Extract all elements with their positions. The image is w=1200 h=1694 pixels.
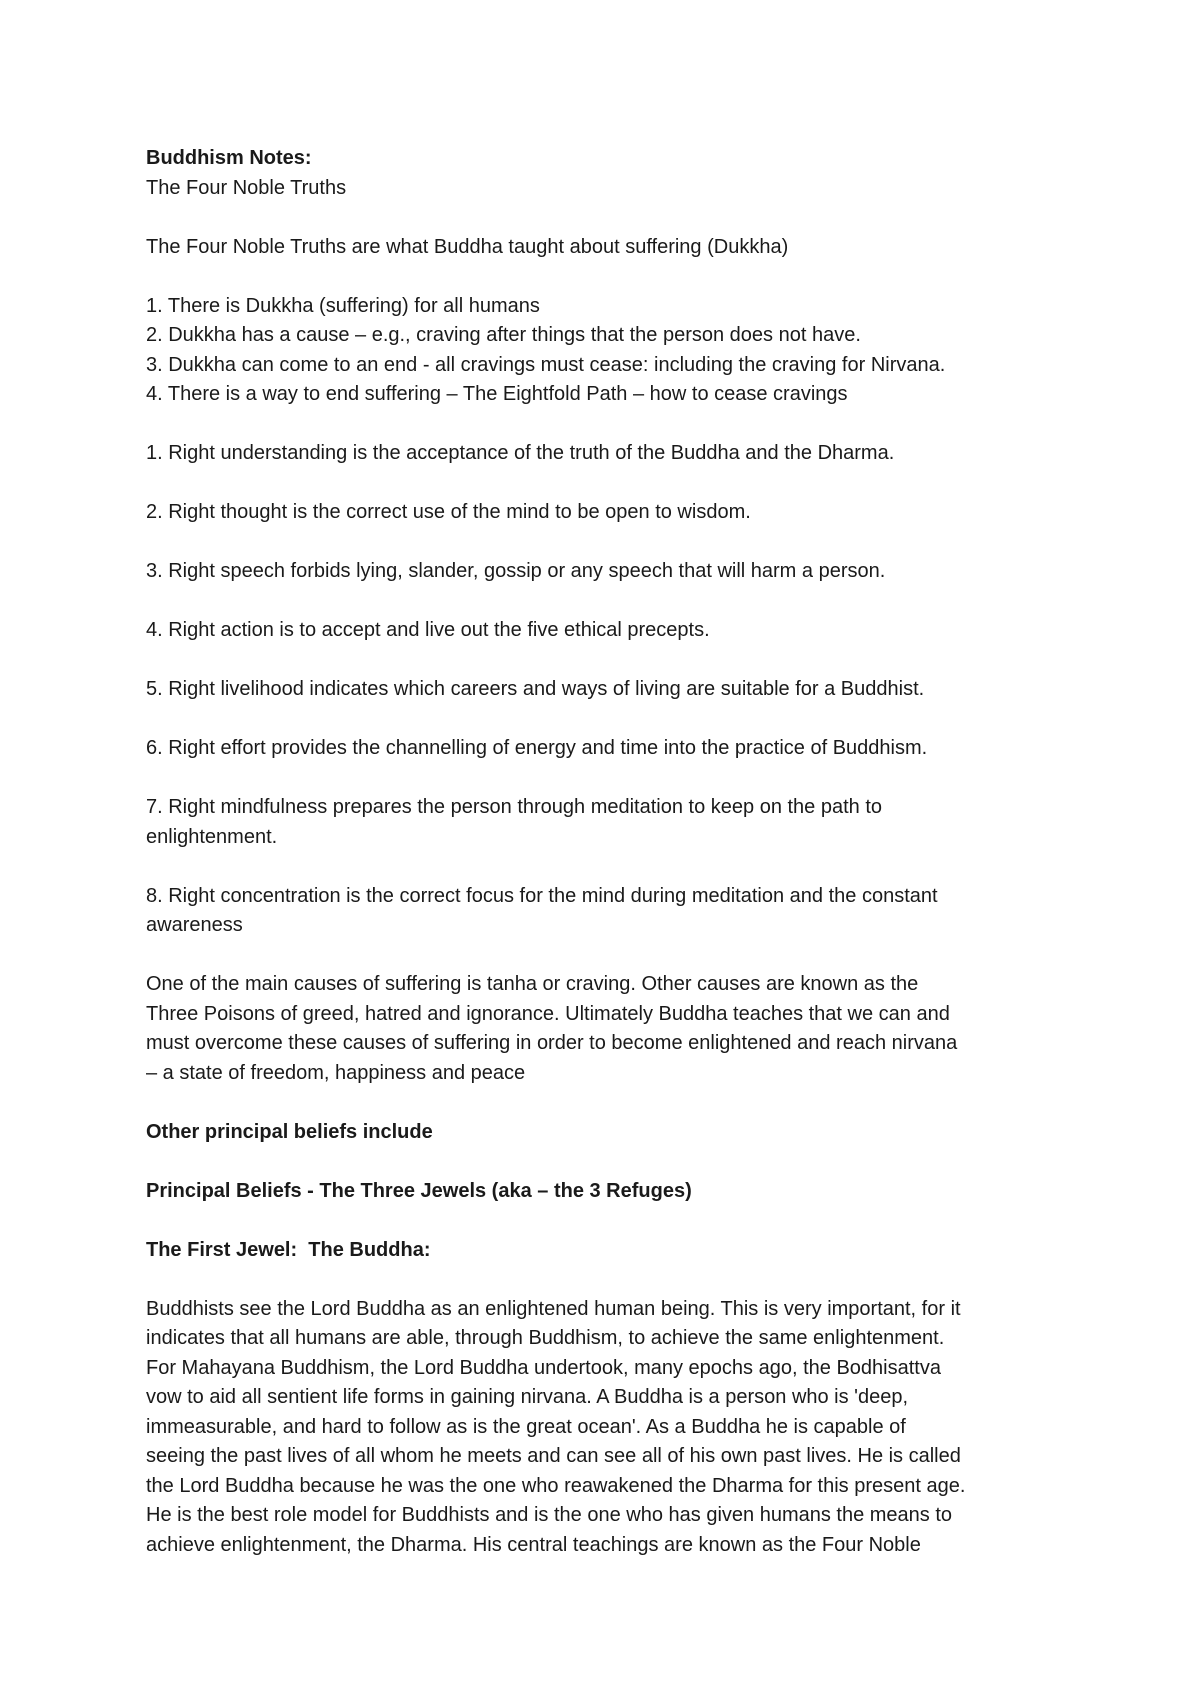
- document-subtitle: The Four Noble Truths: [146, 176, 347, 199]
- heading-other-beliefs: Other principal beliefs include: [146, 1120, 433, 1143]
- paragraph-line: For Mahayana Buddhism, the Lord Buddha undertook, many epochs ago, the Bodhisattva: [146, 1356, 941, 1379]
- list-item: 1. There is Dukkha (suffering) for all humans: [146, 294, 540, 317]
- eightfold-path-list: [146, 439, 1076, 941]
- paragraph-line: Buddhists see the Lord Buddha as an enlightened human being. This is very important, for it: [146, 1297, 961, 1320]
- list-item: 8. Right concentration is the correct focus for the mind during meditation and the constant: [146, 884, 938, 907]
- paragraph-line: the Lord Buddha because he was the one who reawakened the Dharma for this present age.: [146, 1474, 966, 1497]
- intro-text: The Four Noble Truths are what Buddha taught about suffering (Dukkha): [146, 235, 789, 258]
- list-item: 5. Right livelihood indicates which careers and ways of living are suitable for a Buddhist.: [146, 678, 925, 700]
- document-page: [146, 144, 1076, 1560]
- paragraph-line: seeing the past lives of all whom he meets and can see all of his own past lives. He is called: [146, 1445, 961, 1467]
- paragraph-line: vow to aid all sentient life forms in gaining nirvana. A Buddha is a person who is 'deep,: [146, 1386, 909, 1408]
- paragraph-line: He is the best role model for Buddhists and is the one who has given humans the means to: [146, 1504, 953, 1526]
- paragraph-line: Three Poisons of greed, hatred and ignorance. Ultimately Buddha teaches that we can and: [146, 1002, 950, 1025]
- list-item: 2. Right thought is the correct use of the mind to be open to wisdom.: [146, 501, 751, 523]
- list-item: 3. Right speech forbids lying, slander, gossip or any speech that will harm a person.: [146, 560, 886, 582]
- paragraph-line: immeasurable, and hard to follow as is the great ocean'. As a Buddha he is capable of: [146, 1415, 906, 1438]
- list-item-continuation: awareness: [146, 914, 243, 936]
- paragraph-line: One of the main causes of suffering is tanha or craving. Other causes are known as the: [146, 973, 919, 995]
- noble-truths-list: [146, 292, 1076, 410]
- heading-three-jewels: Principal Beliefs - The Three Jewels (aka – the 3 Refuges): [146, 1179, 692, 1202]
- list-item: 2. Dukkha has a cause – e.g., craving after things that the person does not have.: [146, 324, 861, 346]
- list-item: 6. Right effort provides the channelling of energy and time into the practice of Buddhism.: [146, 737, 928, 759]
- causes-paragraph: [146, 970, 1076, 1088]
- paragraph-line: must overcome these causes of suffering in order to become enlightened and reach nirvana: [146, 1032, 958, 1054]
- paragraph-line: indicates that all humans are able, through Buddhism, to achieve the same enlightenment.: [146, 1327, 945, 1349]
- buddha-paragraph: [146, 1295, 1076, 1561]
- list-item: 7. Right mindfulness prepares the person through meditation to keep on the path to: [146, 796, 883, 818]
- list-item-continuation: enlightenment.: [146, 825, 278, 848]
- paragraph-line: – a state of freedom, happiness and peace: [146, 1061, 526, 1084]
- list-item: 4. Right action is to accept and live out the five ethical precepts.: [146, 619, 710, 641]
- list-item: 3. Dukkha can come to an end - all cravings must cease: including the craving for Nirvana.: [146, 353, 946, 376]
- list-item: 1. Right understanding is the acceptance of the truth of the Buddha and the Dharma.: [146, 442, 895, 464]
- document-title: Buddhism Notes:: [146, 147, 312, 169]
- heading-first-jewel: The First Jewel: The Buddha:: [146, 1238, 431, 1261]
- list-item: 4. There is a way to end suffering – The Eightfold Path – how to cease cravings: [146, 383, 848, 405]
- paragraph-line: achieve enlightenment, the Dharma. His central teachings are known as the Four Noble: [146, 1533, 921, 1556]
